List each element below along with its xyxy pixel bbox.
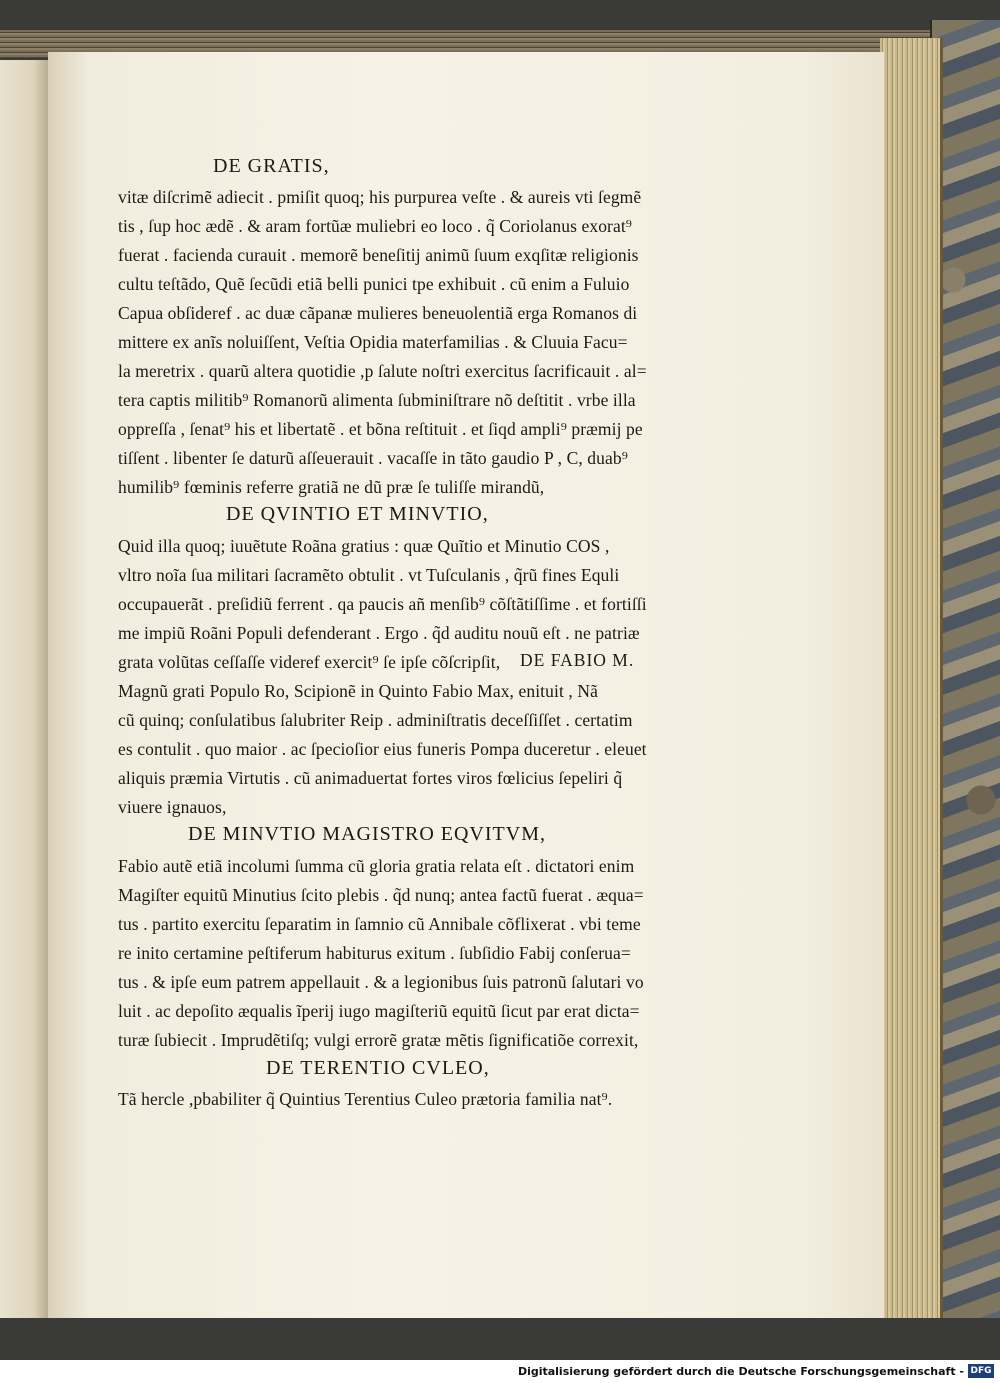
text-line: cultu teſtãdo, Quẽ ſecũdi etiã belli punici tpe exhibuit . cũ enim a Fuluio — [118, 274, 630, 294]
text-line: tus . & ipſe eum patrem appellauit . & a legionibus ſuis patronũ ſalutari vo — [118, 972, 644, 992]
text-line: Capua obſideref . ac duæ cãpanæ mulieres beneuolentiã erga Romanos di — [118, 303, 638, 323]
text-line: vitæ diſcrimẽ adiecit . pmiſit quoq; his purpurea veſte . & aureis vti ſegmẽ — [118, 187, 642, 207]
heading-de-minutio: DE MINVTIO MAGISTRO EQVITVM, — [188, 823, 546, 845]
heading-de-quintio: DE QVINTIO ET MINVTIO, — [226, 503, 489, 525]
heading-de-gratis: DE GRATIS, — [213, 155, 330, 177]
text-line: re inito certamine peſtiferum habiturus exitum . ſubſidio Fabij conſerua= — [118, 943, 631, 963]
text-line: me impiũ Roãni Populi defenderant . Ergo . q̃d auditu nouũ eſt . ne patriæ — [118, 623, 640, 643]
text-line: tera captis militib⁹ Romanorũ alimenta ſubminiſtrare nõ deſtitit . vrbe illa — [118, 390, 636, 410]
text-line: Fabio autẽ etiã incolumi ſumma cũ gloria gratia relata eſt . dictatori enim — [118, 856, 635, 876]
text-line: tus . partito exercitu ſeparatim in ſamnio cũ Annibale cõflixerat . vbi teme — [118, 914, 641, 934]
text-line: tis , ſup hoc ædẽ . & aram fortũæ muliebri eo loco . q̃ Coriolanus exorat⁹ — [118, 216, 632, 236]
text-line: la meretrix . quarũ altera quotidie ,p ſalute noſtri exercitus ſacrificauit . al= — [118, 361, 647, 381]
text-line: mittere ex anĩs noluiſſent, Veſtia Opidia materfamilias . & Cluuia Facu= — [118, 332, 628, 352]
text-line: Tã hercle ,pbabiliter q̃ Quintius Terentius Culeo prætoria familia nat⁹. — [118, 1089, 613, 1109]
heading-de-fabio: DE FABIO M. — [520, 650, 635, 670]
text-line: oppreſſa , ſenat⁹ his et libertatẽ . et bõna reſtituit . et ſiqd ampli⁹ præmij pe — [118, 419, 643, 439]
page-fore-edge — [880, 38, 943, 1318]
footer-credit-text: Digitalisierung gefördert durch die Deutsche Forschungsgemeinschaft - — [517, 1365, 964, 1378]
text-line: luit . ac depoſito æqualis ĩperij iugo magiſteriũ equitũ ſicut par erat dicta= — [118, 1001, 640, 1021]
text-line: grata volũtas ceſſaſſe videref exercit⁹ ſe ipſe cõſcripſit, — [118, 652, 501, 672]
scan-background — [0, 1318, 1000, 1360]
text-line: humilib⁹ fœminis referre gratiã ne dũ præ ſe tuliſſe mirandũ, — [118, 477, 545, 497]
text-line: es contulit . quo maior . ac ſpecioſior eius funeris Pompa duceretur . eleuet — [118, 739, 647, 759]
text-line: viuere ignauos, — [118, 797, 227, 817]
heading-de-terentio: DE TERENTIO CVLEO, — [266, 1057, 490, 1079]
text-line: tiſſent . libenter ſe daturũ aſſeuerauit . vacaſſe in tãto gaudio P , C, duab⁹ — [118, 448, 628, 468]
text-line: aliquis præmia Virtutis . cũ animaduertat fortes viros fœlicius ſepeliri q̃ — [118, 768, 623, 788]
dfg-logo-icon: DFG — [968, 1364, 994, 1378]
text-line: vltro noĩa ſua militari ſacramẽto obtulit . vt Tuſculanis , q̃rũ fines Equli — [118, 565, 620, 585]
text-line: turæ ſubiecit . Imprudẽtiſq; vulgi errorẽ gratæ mẽtis ſignificatiõe correxit, — [118, 1030, 639, 1050]
text-line: Magnũ grati Populo Ro, Scipionẽ in Quinto Fabio Max, enituit , Nã — [118, 681, 598, 701]
text-line: cũ quinq; conſulatibus ſalubriter Reip . adminiſtratis deceſſiſſet . certatim — [118, 710, 633, 730]
text-line: Quid illa quoq; iuuẽtute Roãna gratius : quæ Quĩtio et Minutio COS , — [118, 536, 610, 556]
text-line: fuerat . facienda curauit . memorẽ beneſitij animũ ſuum exqſitæ religionis — [118, 245, 639, 265]
footer-bar — [0, 1360, 1000, 1383]
text-line: Magiſter equitũ Minutius ſcito plebis . q̃d nunq; antea factũ fuerat . æqua= — [118, 885, 644, 905]
text-line: occupauerãt . preſidiũ ferrent . qa paucis añ menſib⁹ cõſtãtiſſime . et fortiſſi — [118, 594, 647, 614]
left-page-edge — [0, 60, 48, 1320]
